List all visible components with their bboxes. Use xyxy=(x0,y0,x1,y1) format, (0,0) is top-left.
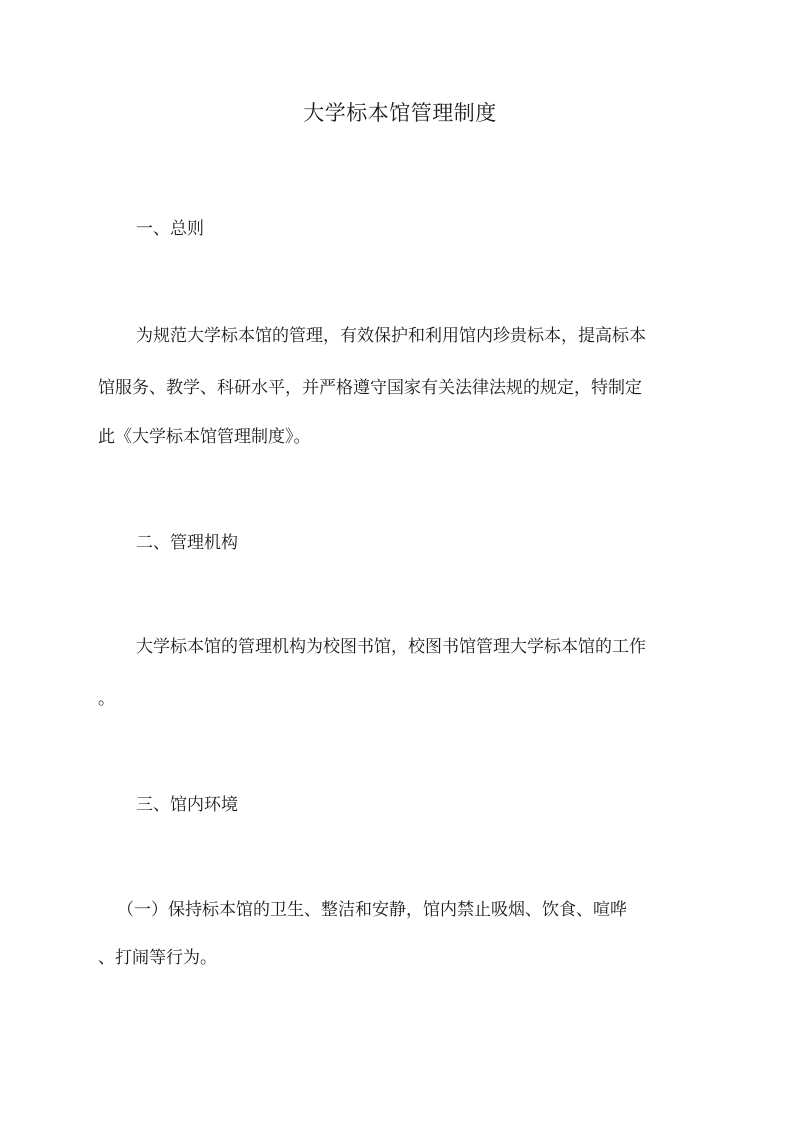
section-heading-environment: 三、馆内环境 xyxy=(136,795,238,815)
paragraph-line: 为规范大学标本馆的管理，有效保护和利用馆内珍贵标本，提高标本 xyxy=(136,326,646,346)
paragraph-line: （一）保持标本馆的卫生、整洁和安静，馆内禁止吸烟、饮食、喧哗 xyxy=(117,900,627,920)
paragraph-line: 、打闹等行为。 xyxy=(98,948,217,968)
paragraph-line: 馆服务、教学、科研水平，并严格遵守国家有关法律法规的规定，特制定 xyxy=(98,378,642,398)
document-title: 大学标本馆管理制度 xyxy=(303,101,497,125)
paragraph-line: 大学标本馆的管理机构为校图书馆，校图书馆管理大学标本馆的工作 xyxy=(136,637,646,657)
paragraph-line: 。 xyxy=(98,689,115,709)
paragraph-line: 此《大学标本馆管理制度》。 xyxy=(98,427,311,447)
section-heading-management: 二、管理机构 xyxy=(136,533,238,553)
section-heading-general: 一、总则 xyxy=(136,219,204,239)
